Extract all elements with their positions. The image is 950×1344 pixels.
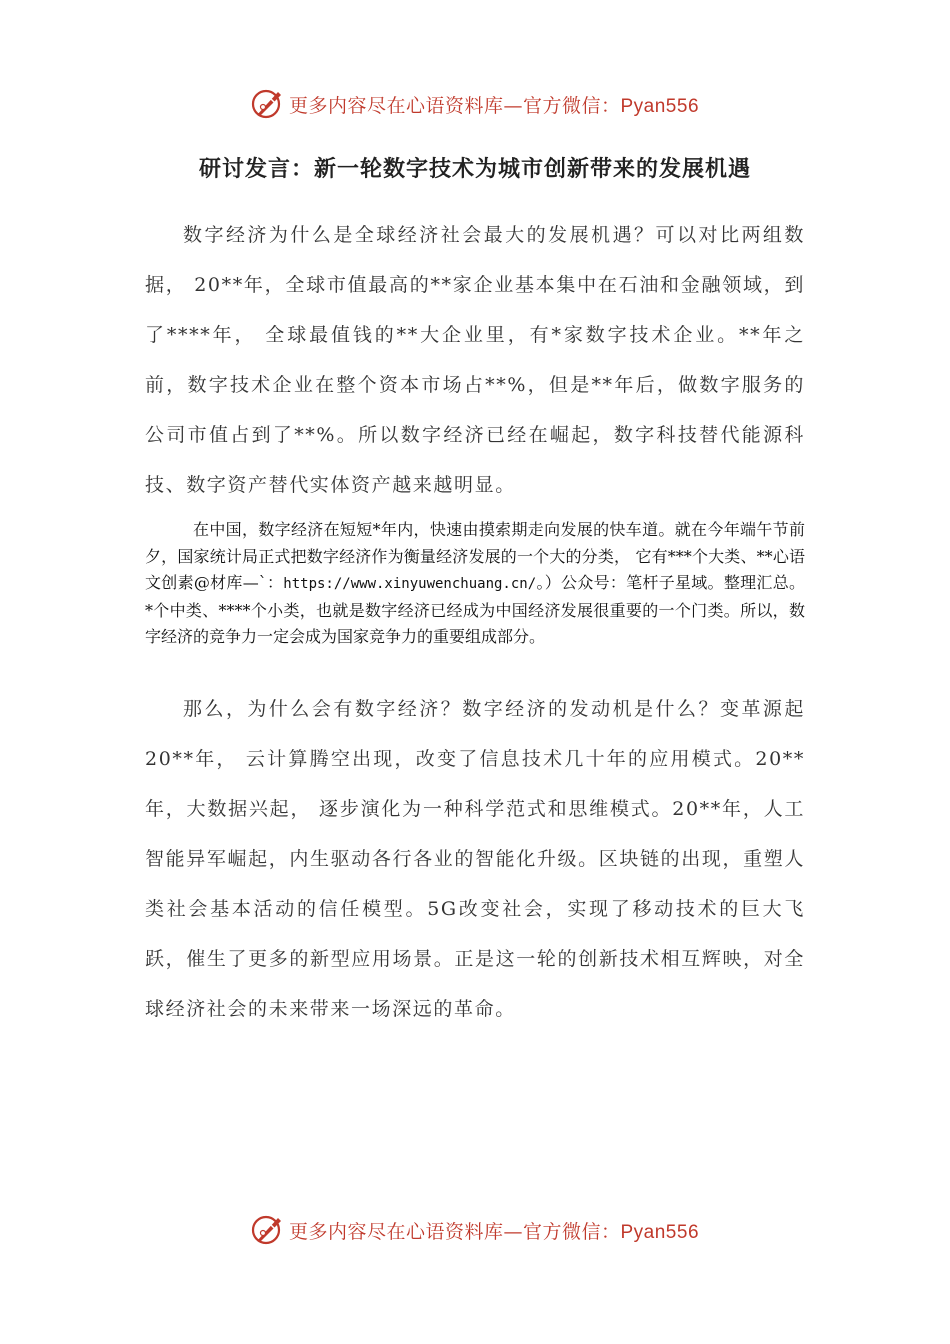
footer-banner xyxy=(0,1210,950,1250)
paragraph-2 xyxy=(145,517,805,651)
paragraph-2-text-end: 。）公众号：笔杆子星域。整理汇总。*个中类、****个小类，也就是数字经济已经成为中国经济发展很重要的一个门类。所以，数字经济的竞争力一定会成为国家竞争力的重要组成部分。 xyxy=(145,573,805,646)
banner-label: 更多内容尽在心语资料库—官方微信： xyxy=(288,94,621,117)
website-url: https://www.xinyuwenchuang.cn/ xyxy=(283,576,537,592)
quill-pen-logo-icon xyxy=(251,1213,285,1247)
paragraph-1: 数字经济为什么是全球经济社会最大的发展机遇？可以对比两组数据， 20**年，全球市值最高的**家企业基本集中在石油和金融领域，到了****年， 全球最值钱的**大企业里，有*家数字技术企业。**年之前，数字技术企业在整个资本市场占**%，但是**年后，做数字服务的公司市值占到了**%。所以数字经济已经在崛起，数字科技替代能源科技、数字资产替代实体资产越来越明显。 xyxy=(145,224,805,496)
paragraph-3: 那么，为什么会有数字经济？数字经济的发动机是什么？变革源起20**年， 云计算腾空出现，改变了信息技术几十年的应用模式。20**年，大数据兴起， 逐步演化为一种科学范式和思维模式。20**年，人工智能异军崛起，内生驱动各行各业的智能化升级。区块链的出现，重塑人类社会基本活动的信任模型。5G改变社会，实现了移动技术的巨大飞跃，催生了更多的新型应用场景。正是这一轮的创新技术相互辉映，对全球经济社会的未来带来一场深远的革命。 xyxy=(145,698,805,1020)
banner-text xyxy=(289,1217,699,1244)
wechat-id: Pyan556 xyxy=(620,95,700,117)
header-banner xyxy=(0,84,950,124)
wechat-id: Pyan556 xyxy=(620,1221,700,1243)
document-title: 研讨发言：新一轮数字技术为城市创新带来的发展机遇 xyxy=(198,156,751,182)
quill-pen-logo-icon xyxy=(251,87,285,121)
banner-label: 更多内容尽在心语资料库—官方微信： xyxy=(288,1220,621,1243)
banner-text xyxy=(289,91,699,118)
paragraph-2-text-start: 在中国，数字经济在短短*年内，快速由摸索期走向发展的快车道。就在今年端午节前夕，国家统计局正式把数字经济作为衡量经济发展的一个大的分类， 它有***个大类、**心语文创素@材库—`： xyxy=(145,520,805,592)
